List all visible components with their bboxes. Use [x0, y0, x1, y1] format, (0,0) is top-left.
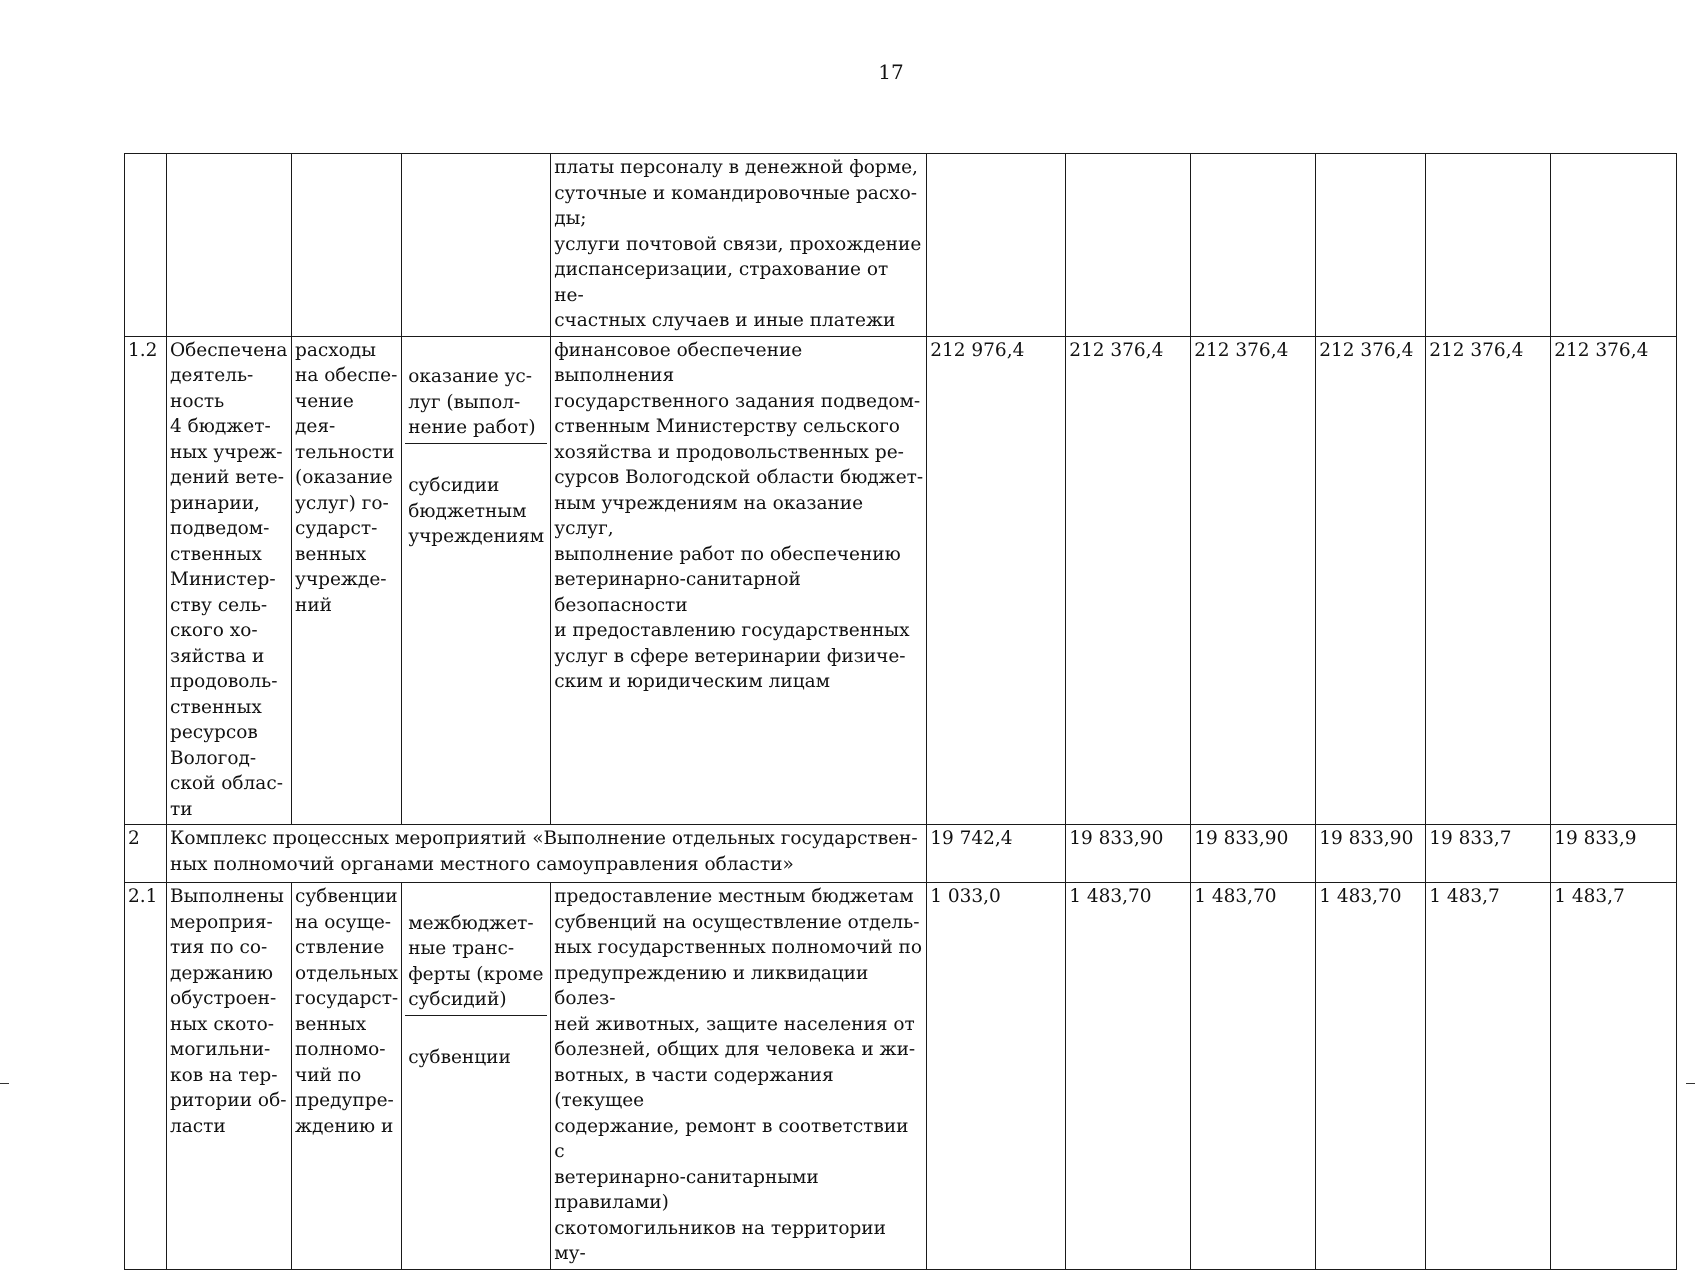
cell-category	[402, 336, 551, 825]
category-top: межбюджет- ные транс- ферты (кроме субсидий)	[405, 910, 547, 1016]
cell-value	[1066, 154, 1191, 337]
cell-value	[1426, 154, 1551, 337]
category-top: оказание ус- луг (выпол- нение работ)	[405, 363, 547, 444]
cell-value	[1316, 154, 1426, 337]
cell-name: Выполнены мероприя- тия по со- держанию обустроен- ных ското- могильни- ков на тер- ритории об- ласти	[167, 883, 292, 1270]
table-row-1-2	[125, 336, 1677, 825]
cell-value: 19 833,90	[1066, 825, 1191, 883]
margin-tick-right	[1686, 1083, 1695, 1084]
page-number: 17	[878, 60, 904, 84]
cell-description: платы персоналу в денежной форме, суточные и командировочные расхо- ды; услуги почтовой связи, прохождение диспансеризации, страхование от не- счастных случаев и иные платежи	[551, 154, 927, 337]
cell-expense-type: расходы на обеспе- чение дея- тельности (оказание услуг) го- сударст- венных учрежде- ний	[292, 336, 402, 825]
cell-value: 1 483,70	[1066, 883, 1191, 1270]
table-row-continuation	[125, 154, 1677, 337]
cell-value: 212 376,4	[1191, 336, 1316, 825]
cell-value: 19 742,4	[927, 825, 1066, 883]
cell-value	[1551, 154, 1677, 337]
cell-category	[402, 883, 551, 1270]
cell-num: 2	[125, 825, 167, 883]
cell-expense-type: субвенции на осуще- ствление отдельных государст- венных полномо- чий по предупре- ждению и	[292, 883, 402, 1270]
cell-value	[1191, 154, 1316, 337]
cell-num	[125, 154, 167, 337]
cell-name: Обеспечена деятель- ность 4 бюджет- ных учреж- дений вете- ринарии, подведом- ственных Министер- ству сель- ского хо- зяйства и продоволь- ственных ресурсов Вологод- ской облас- ти	[167, 336, 292, 825]
margin-tick-left	[0, 1083, 9, 1084]
table-row-2	[125, 825, 1677, 883]
cell-num: 2.1	[125, 883, 167, 1270]
category-bottom: субсидии бюджетным учреждениям	[408, 475, 545, 547]
cell-value: 212 376,4	[1316, 336, 1426, 825]
cell-value: 19 833,7	[1426, 825, 1551, 883]
cell-description: предоставление местным бюджетам субвенций на осуществление отдель- ных государственных полномочий по предупреждению и ликвидации болез- ней животных, защите населения от болезней, общих для человека и жи- вотных, в части содержания (текущее содержание, ремонт в соответствии с ветеринарно-санитарными правилами) скотомогильников на территории му-	[551, 883, 927, 1270]
cell-value: 1 483,70	[1191, 883, 1316, 1270]
cell-num: 1.2	[125, 336, 167, 825]
cell-value	[927, 154, 1066, 337]
cell-expense-type	[292, 154, 402, 337]
cell-value: 19 833,90	[1316, 825, 1426, 883]
cell-value: 19 833,9	[1551, 825, 1677, 883]
cell-value: 19 833,90	[1191, 825, 1316, 883]
cell-value: 212 376,4	[1066, 336, 1191, 825]
cell-value: 212 376,4	[1426, 336, 1551, 825]
cell-category	[402, 154, 551, 337]
table-row-2-1	[125, 883, 1677, 1270]
budget-table	[124, 153, 1677, 1270]
category-bottom: субвенции	[408, 1047, 511, 1068]
cell-value: 1 483,70	[1316, 883, 1426, 1270]
cell-value: 1 033,0	[927, 883, 1066, 1270]
cell-description: финансовое обеспечение выполнения государственного задания подведом- ственным Министерству сельского хозяйства и продовольственных ре- сурсов Вологодской области бюджет- ным учреждениям на оказание услуг, выполнение работ по обеспечению ветеринарно-санитарной безопасности и предоставлению государственных услуг в сфере ветеринарии физиче- ским и юридическим лицам	[551, 336, 927, 825]
cell-value: 1 483,7	[1551, 883, 1677, 1270]
cell-value: 212 976,4	[927, 336, 1066, 825]
cell-complex-title: Комплекс процессных мероприятий «Выполнение отдельных государствен- ных полномочий органами местного самоуправления области»	[167, 825, 927, 883]
cell-value: 212 376,4	[1551, 336, 1677, 825]
cell-name	[167, 154, 292, 337]
cell-value: 1 483,7	[1426, 883, 1551, 1270]
